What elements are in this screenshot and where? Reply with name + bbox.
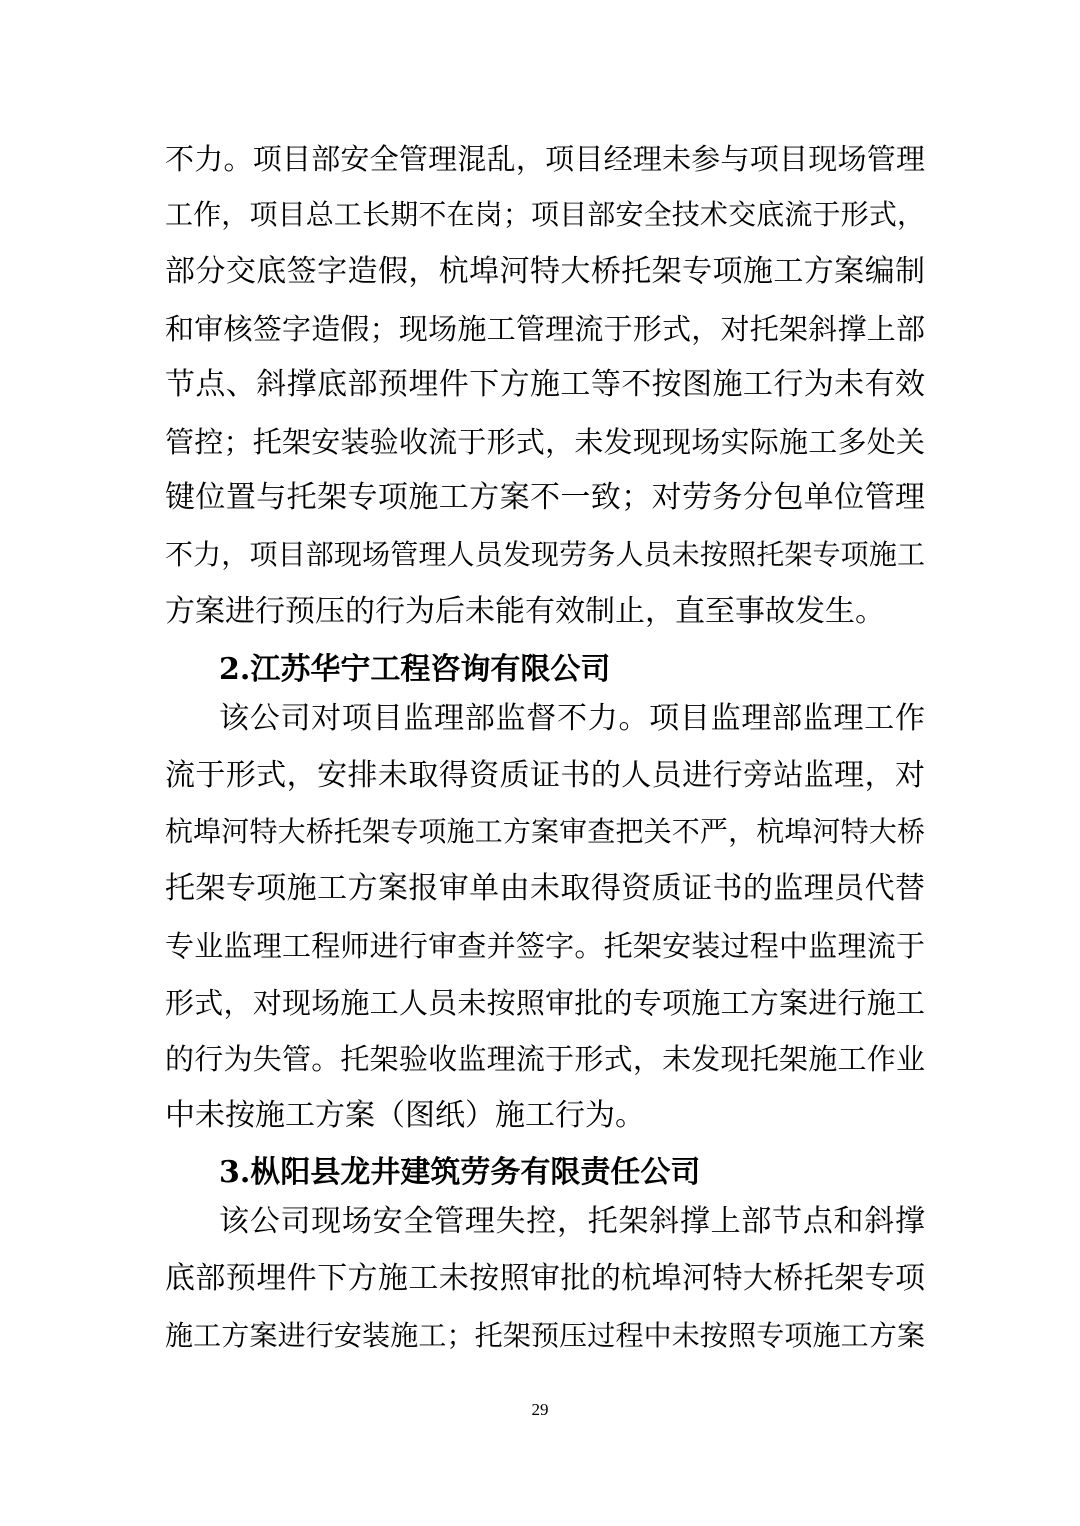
paragraph-line: 中未按施工方案（图纸）施工行为。	[165, 1098, 645, 1133]
section-heading: 2.江苏华宁工程咨询有限公司	[219, 652, 611, 687]
paragraph-line: 流于形式，安排未取得资质证书的人员进行旁站监理，对	[165, 758, 925, 793]
paragraph-line: 节点、斜撑底部预埋件下方施工等不按图施工行为未有效	[165, 367, 925, 402]
paragraph-line: 该公司对项目监理部监督不力。项目监理部监理工作	[219, 701, 925, 736]
page-number: 29	[531, 1400, 549, 1419]
paragraph-line: 方案进行预压的行为后未能有效制止，直至事故发生。	[165, 594, 885, 629]
paragraph-line: 杭埠河特大桥托架专项施工方案审查把关不严，杭埠河特大桥	[165, 815, 925, 848]
paragraph-line: 施工方案进行安装施工；托架预压过程中未按照专项施工方案	[165, 1319, 925, 1352]
paragraph-line: 底部预埋件下方施工未按照审批的杭埠河特大桥托架专项	[165, 1261, 925, 1296]
section-heading: 3.枞阳县龙井建筑劳务有限责任公司	[219, 1155, 701, 1190]
paragraph-line: 工作，项目总工长期不在岗；项目部安全技术交底流于形式，	[165, 198, 925, 231]
paragraph-line: 不力，项目部现场管理人员发现劳务人员未按照托架专项施工	[165, 538, 925, 571]
paragraph-line: 和审核签字造假；现场施工管理流于形式，对托架斜撑上部	[165, 312, 925, 346]
paragraph-line: 键位置与托架专项施工方案不一致；对劳务分包单位管理	[165, 480, 925, 515]
paragraph-line: 形式，对现场施工人员未按照审批的专项施工方案进行施工	[165, 986, 925, 1020]
paragraph-line: 该公司现场安全管理失控，托架斜撑上部节点和斜撑	[219, 1204, 925, 1239]
paragraph-line: 不力。项目部安全管理混乱，项目经理未参与项目现场管理	[165, 142, 925, 176]
paragraph-line: 部分交底签字造假，杭埠河特大桥托架专项施工方案编制	[165, 254, 925, 289]
paragraph-line: 托架专项施工方案报审单由未取得资质证书的监理员代替	[165, 871, 925, 906]
paragraph-line: 管控；托架安装验收流于形式，未发现现场实际施工多处关	[165, 425, 925, 459]
paragraph-line: 专业监理工程师进行审查并签字。托架安装过程中监理流于	[165, 929, 925, 963]
paragraph-line: 的行为失管。托架验收监理流于形式，未发现托架施工作业	[165, 1042, 925, 1076]
